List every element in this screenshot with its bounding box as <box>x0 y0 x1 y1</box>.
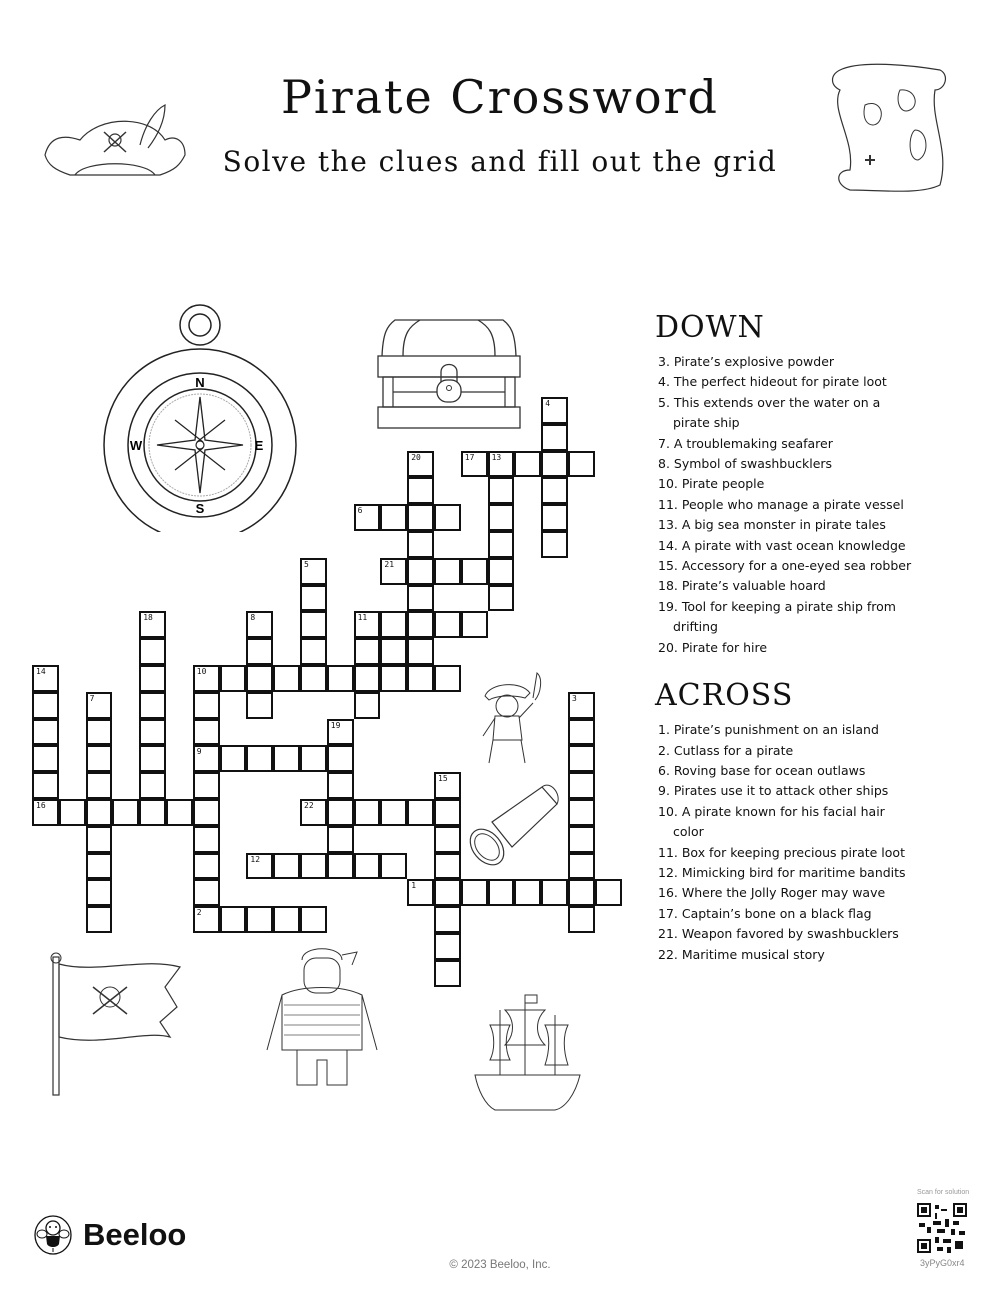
grid-cell[interactable] <box>273 665 300 692</box>
grid-cell[interactable] <box>541 477 568 504</box>
qr-code-text: 3yPyG0xr4 <box>920 1258 965 1268</box>
grid-cell[interactable] <box>568 799 595 826</box>
grid-cell[interactable] <box>380 638 407 665</box>
clue-number: 14 <box>36 667 46 676</box>
grid-cell[interactable] <box>166 799 193 826</box>
clue-number: 17 <box>464 452 475 462</box>
grid-cell[interactable] <box>32 665 59 692</box>
grid-cell[interactable] <box>193 772 220 799</box>
clue-number: 9 <box>196 747 202 757</box>
clue-number: 21 <box>384 559 395 569</box>
brand-name: Beeloo <box>83 1217 187 1252</box>
grid-cell[interactable] <box>246 745 273 772</box>
grid-cell[interactable] <box>354 638 381 665</box>
grid-cell[interactable] <box>541 531 568 558</box>
clue-number: 19 <box>330 720 341 730</box>
across-clue: 6. Roving base for ocean outlaws <box>658 762 866 778</box>
svg-text:E: E <box>254 438 264 453</box>
grid-cell[interactable] <box>139 611 166 638</box>
grid-cell[interactable] <box>300 906 327 933</box>
grid-cell[interactable] <box>461 879 488 906</box>
grid-cell[interactable] <box>407 611 434 638</box>
grid-cell[interactable] <box>514 451 541 478</box>
grid-cell[interactable] <box>434 933 461 960</box>
grid-cell[interactable] <box>86 906 113 933</box>
grid-cell[interactable] <box>407 558 434 585</box>
grid-cell[interactable] <box>193 719 220 746</box>
clue-number: 7 <box>89 693 95 703</box>
grid-cell[interactable] <box>300 558 327 585</box>
grid-cell[interactable] <box>407 879 434 906</box>
grid-cell[interactable] <box>434 960 461 987</box>
grid-cell[interactable] <box>32 719 59 746</box>
grid-cell[interactable] <box>354 799 381 826</box>
grid-cell[interactable] <box>327 772 354 799</box>
grid-cell[interactable] <box>488 585 515 612</box>
grid-cell[interactable] <box>59 799 86 826</box>
grid-cell[interactable] <box>380 799 407 826</box>
clue-number: 8 <box>250 613 256 623</box>
grid-cell[interactable] <box>461 558 488 585</box>
grid-cell[interactable] <box>139 772 166 799</box>
grid-cell[interactable] <box>32 745 59 772</box>
grid-cell[interactable] <box>407 585 434 612</box>
across-clue: 17. Captain’s bone on a black flag <box>658 905 872 921</box>
grid-cell[interactable] <box>541 879 568 906</box>
grid-cell[interactable] <box>407 638 434 665</box>
grid-cell[interactable] <box>380 665 407 692</box>
across-clue-list <box>655 720 915 965</box>
svg-text:S: S <box>195 501 205 516</box>
grid-cell[interactable] <box>139 745 166 772</box>
grid-cell[interactable] <box>300 745 327 772</box>
grid-cell[interactable] <box>86 879 113 906</box>
grid-cell[interactable] <box>300 799 327 826</box>
grid-cell[interactable] <box>568 826 595 853</box>
grid-cell[interactable] <box>461 611 488 638</box>
grid-cell[interactable] <box>407 477 434 504</box>
grid-cell[interactable] <box>220 745 247 772</box>
across-heading: ACROSS <box>655 678 794 714</box>
grid-cell[interactable] <box>488 879 515 906</box>
grid-cell[interactable] <box>327 665 354 692</box>
grid-cell[interactable] <box>193 879 220 906</box>
grid-cell[interactable] <box>246 692 273 719</box>
down-clue: 14. A pirate with vast ocean knowledge <box>658 537 906 553</box>
grid-cell[interactable] <box>139 692 166 719</box>
grid-cell[interactable] <box>32 772 59 799</box>
grid-cell[interactable] <box>220 665 247 692</box>
grid-cell[interactable] <box>246 853 273 880</box>
grid-cell[interactable] <box>568 906 595 933</box>
grid-cell[interactable] <box>488 451 515 478</box>
grid-cell[interactable] <box>86 719 113 746</box>
grid-cell[interactable] <box>541 504 568 531</box>
grid-cell[interactable] <box>568 451 595 478</box>
grid-cell[interactable] <box>193 665 220 692</box>
across-clue: 1. Pirate’s punishment on an island <box>658 722 879 738</box>
down-clue: 19. Tool for keeping a pirate ship from drifting <box>658 598 896 635</box>
clue-number: 11 <box>357 613 368 623</box>
clue-number: 13 <box>491 452 502 462</box>
clue-number: 10 <box>196 667 207 676</box>
grid-cell[interactable] <box>380 853 407 880</box>
grid-cell[interactable] <box>380 558 407 585</box>
clue-number: 16 <box>36 801 46 810</box>
across-clue: 21. Weapon favored by swashbucklers <box>658 926 899 942</box>
grid-cell[interactable] <box>139 665 166 692</box>
brand-logo <box>33 1214 186 1256</box>
grid-cell[interactable] <box>139 638 166 665</box>
grid-cell[interactable] <box>541 451 568 478</box>
down-clue: 8. Symbol of swashbucklers <box>658 456 833 472</box>
copyright-text: © 2023 Beeloo, Inc. <box>449 1259 551 1271</box>
grid-cell[interactable] <box>327 745 354 772</box>
grid-cell[interactable] <box>327 853 354 880</box>
across-clue: 11. Box for keeping precious pirate loot <box>658 844 905 860</box>
down-clue-list <box>655 352 915 658</box>
grid-cell[interactable] <box>354 504 381 531</box>
clue-number: 15 <box>438 774 448 784</box>
grid-cell[interactable] <box>514 879 541 906</box>
grid-cell[interactable] <box>380 504 407 531</box>
grid-cell[interactable] <box>407 665 434 692</box>
grid-cell[interactable] <box>139 719 166 746</box>
grid-cell[interactable] <box>568 772 595 799</box>
grid-cell[interactable] <box>112 799 139 826</box>
down-clue: 15. Accessory for a one-eyed sea robber <box>658 558 912 574</box>
grid-cell[interactable] <box>273 745 300 772</box>
grid-cell[interactable] <box>354 665 381 692</box>
grid-cell[interactable] <box>541 424 568 451</box>
grid-cell[interactable] <box>407 504 434 531</box>
across-clue: 2. Cutlass for a pirate <box>658 742 794 758</box>
grid-cell[interactable] <box>541 397 568 424</box>
grid-cell[interactable] <box>327 719 354 746</box>
across-clue: 9. Pirates use it to attack other ships <box>658 783 889 799</box>
clue-number: 1 <box>411 881 417 891</box>
down-clue: 10. Pirate people <box>658 476 765 492</box>
clue-number: 2 <box>196 908 202 918</box>
grid-cell[interactable] <box>568 853 595 880</box>
clues-panel <box>655 310 915 965</box>
grid-cell[interactable] <box>193 853 220 880</box>
grid-cell[interactable] <box>434 611 461 638</box>
down-clue: 4. The perfect hideout for pirate loot <box>658 374 887 390</box>
grid-cell[interactable] <box>568 879 595 906</box>
grid-cell[interactable] <box>273 853 300 880</box>
grid-cell[interactable] <box>488 477 515 504</box>
grid-cell[interactable] <box>246 906 273 933</box>
across-clue: 16. Where the Jolly Roger may wave <box>658 885 886 901</box>
qr-code-icon[interactable] <box>917 1203 967 1253</box>
clue-number: 4 <box>545 399 551 408</box>
grid-cell[interactable] <box>300 853 327 880</box>
grid-cell[interactable] <box>354 611 381 638</box>
clue-number: 12 <box>250 854 261 864</box>
down-clue: 3. Pirate’s explosive powder <box>658 354 835 369</box>
svg-text:N: N <box>195 375 205 390</box>
grid-cell[interactable] <box>220 906 247 933</box>
grid-cell[interactable] <box>568 745 595 772</box>
grid-cell[interactable] <box>434 853 461 880</box>
bee-logo-icon <box>33 1214 73 1256</box>
grid-cell[interactable] <box>354 692 381 719</box>
grid-cell[interactable] <box>246 665 273 692</box>
grid-cell[interactable] <box>193 906 220 933</box>
grid-cell[interactable] <box>86 853 113 880</box>
grid-cell[interactable] <box>246 638 273 665</box>
grid-cell[interactable] <box>300 638 327 665</box>
grid-cell[interactable] <box>300 665 327 692</box>
grid-cell[interactable] <box>86 772 113 799</box>
grid-cell[interactable] <box>407 531 434 558</box>
down-heading: DOWN <box>655 310 765 345</box>
grid-cell[interactable] <box>434 665 461 692</box>
across-clue: 10. A pirate known for his facial hair color <box>658 803 885 840</box>
grid-cell[interactable] <box>488 504 515 531</box>
grid-cell[interactable] <box>300 611 327 638</box>
grid-cell[interactable] <box>86 799 113 826</box>
grid-cell[interactable] <box>193 799 220 826</box>
across-clue: 12. Mimicking bird for maritime bandits <box>658 864 906 880</box>
clue-number: 20 <box>411 452 421 462</box>
grid-cell[interactable] <box>407 799 434 826</box>
clue-number: 3 <box>572 693 577 703</box>
down-clue: 20. Pirate for hire <box>658 639 768 655</box>
grid-cell[interactable] <box>32 692 59 719</box>
grid-cell[interactable] <box>488 558 515 585</box>
grid-cell[interactable] <box>300 585 327 612</box>
grid-cell[interactable] <box>461 451 488 478</box>
grid-cell[interactable] <box>86 826 113 853</box>
grid-cell[interactable] <box>354 853 381 880</box>
grid-cell[interactable] <box>327 799 354 826</box>
svg-text:W: W <box>129 438 143 453</box>
grid-cell[interactable] <box>434 772 461 799</box>
grid-cell[interactable] <box>273 906 300 933</box>
grid-cell[interactable] <box>193 745 220 772</box>
grid-cell[interactable] <box>568 692 595 719</box>
down-clue: 11. People who manage a pirate vessel <box>658 496 904 512</box>
grid-cell[interactable] <box>407 451 434 478</box>
clue-number: 18 <box>143 613 153 623</box>
qr-label: Scan for solution <box>917 1189 970 1196</box>
page-title: Pirate Crossword <box>280 70 719 124</box>
down-clue: 18. Pirate’s valuable hoard <box>658 578 826 594</box>
clue-number: 22 <box>304 801 314 810</box>
down-clue: 5. This extends over the water on a pirate ship <box>658 394 881 431</box>
grid-cell[interactable] <box>434 799 461 826</box>
grid-cell[interactable] <box>434 826 461 853</box>
grid-cell[interactable] <box>434 504 461 531</box>
grid-cell[interactable] <box>32 799 59 826</box>
grid-cell[interactable] <box>246 611 273 638</box>
page-subtitle: Solve the clues and fill out the grid <box>222 145 778 178</box>
grid-cell[interactable] <box>380 611 407 638</box>
grid-cell[interactable] <box>327 826 354 853</box>
down-clue: 13. A big sea monster in pirate tales <box>658 517 886 533</box>
across-clue: 22. Maritime musical story <box>658 946 825 962</box>
grid-cell[interactable] <box>86 745 113 772</box>
grid-cell[interactable] <box>139 799 166 826</box>
grid-cell[interactable] <box>193 692 220 719</box>
grid-cell[interactable] <box>434 558 461 585</box>
grid-cell[interactable] <box>193 826 220 853</box>
grid-cell[interactable] <box>488 531 515 558</box>
clue-number: 6 <box>357 506 363 516</box>
clue-number: 5 <box>304 559 309 569</box>
grid-cell[interactable] <box>568 719 595 746</box>
grid-cell[interactable] <box>86 692 113 719</box>
grid-cell[interactable] <box>434 879 461 906</box>
grid-cell[interactable] <box>595 879 622 906</box>
down-clue: 7. A troublemaking seafarer <box>658 435 833 451</box>
grid-cell[interactable] <box>434 906 461 933</box>
